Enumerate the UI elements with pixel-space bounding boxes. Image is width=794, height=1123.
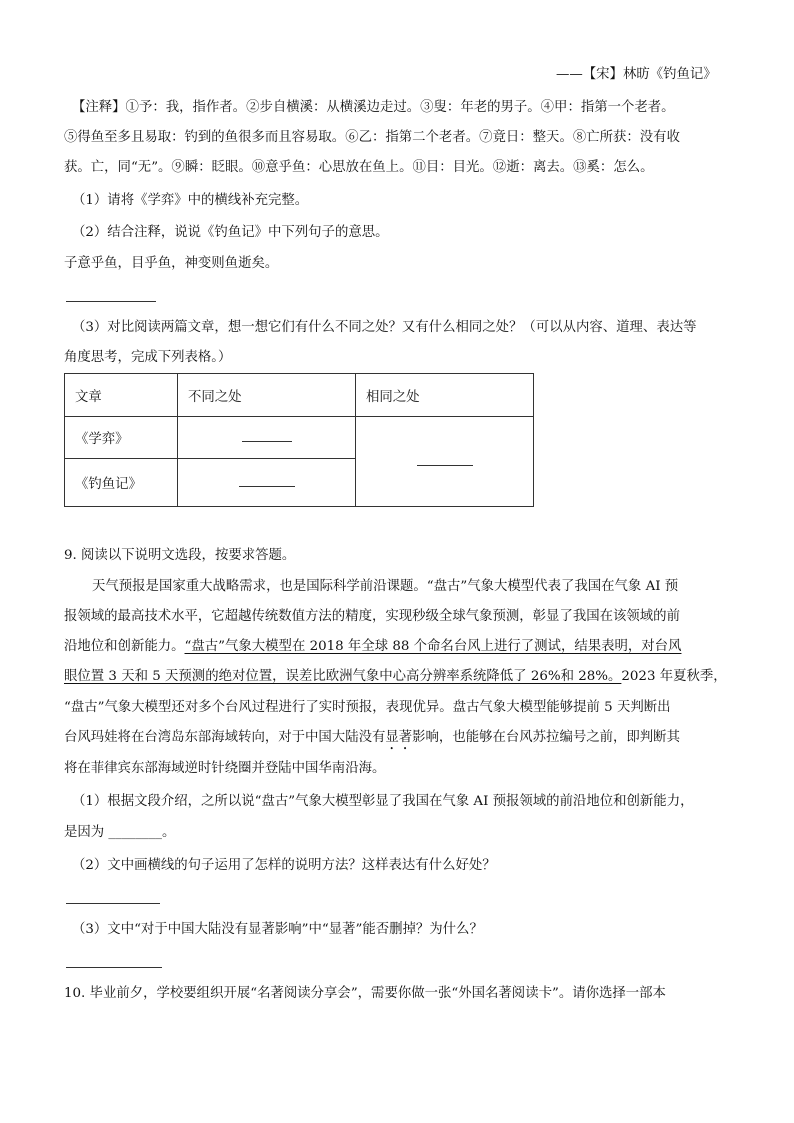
q8-sub3-line1: （3）对比阅读两篇文章，想一想它们有什么不同之处？又有什么相同之处？（可以从内容、道理、表达等 — [72, 320, 697, 335]
q9-para-line-7: 将在菲律宾东部海域逆时针绕圈并登陆中国华南沿海。 — [64, 761, 386, 776]
answer-blank-q8-2[interactable] — [66, 301, 156, 302]
q9-para-line-5: “盘古”气象大模型还对多个台风过程进行了实时预报，表现优异。盘古气象大模型能够提前 5 天判断出 — [64, 700, 671, 715]
table-row-label: 《学弈》 — [65, 417, 178, 459]
underlined-sentence-part-2: 眼位置 3 天和 5 天预测的绝对位置，误差比欧洲气象中心高分辨率系统降低了 26%和 28%。 — [64, 669, 622, 684]
q9-para-text: 台风玛娃将在台湾岛东部海域转向，对于中国大陆没有 — [64, 730, 386, 745]
notes-line-3: 获。亡，同“无”。⑨瞬：眨眼。⑩意乎鱼：心思放在鱼上。⑪目：目光。⑫逝：离去。⑬奚：怎么。 — [64, 160, 654, 175]
q9-para-line-6 — [64, 728, 680, 753]
q9-sub2: （2）文中画横线的句子运用了怎样的说明方法？这样表达有什么好处？ — [72, 858, 496, 873]
q8-sub2: （2）结合注释，说说《钓鱼记》中下列句子的意思。 — [72, 225, 389, 240]
emphasis-word: 显著 — [385, 730, 413, 745]
q9-sub1-line2: 是因为 ________。 — [64, 825, 176, 840]
table-row-label: 《钓鱼记》 — [65, 459, 178, 507]
comparison-table — [64, 373, 534, 507]
source-attribution: ——【宋】林昉《钓鱼记》 — [556, 67, 717, 82]
q10-line: 10. 毕业前夕，学校要组织开展“名著阅读分享会”，需要你做一张“外国名著阅读卡”。请你选择一部本 — [64, 986, 666, 1001]
answer-blank[interactable] — [239, 474, 295, 487]
answer-blank[interactable] — [242, 429, 292, 442]
q9-sub3: （3）文中“对于中国大陆没有显著影响”中“显著”能否删掉？为什么？ — [72, 922, 483, 937]
q9-para-text: 沿地位和创新能力。 — [64, 639, 185, 654]
q9-para-text: 影响，也能够在台风苏拉编号之前，即判断其 — [412, 730, 680, 745]
answer-blank[interactable] — [417, 453, 473, 466]
q9-sub1-line1: （1）根据文段介绍，之所以说“盘古”气象大模型彰显了我国在气象 AI 预报领域的前沿地位和创新能力， — [72, 794, 694, 809]
q8-sub1: （1）请将《学弈》中的横线补充完整。 — [72, 193, 309, 208]
table-cell-difference-1[interactable] — [178, 417, 356, 459]
q8-sub3-line2: 角度思考，完成下列表格。） — [64, 350, 232, 365]
q9-para-line-1: 天气预报是国家重大战略需求，也是国际科学前沿课题。“盘古”气象大模型代表了我国在气象 AI 预 — [92, 579, 679, 594]
q9-para-line-2: 报领域的最高技术水平，它超越传统数值方法的精度，实现秒级全球气象预测，彰显了我国在该领域的前 — [64, 609, 680, 624]
q9-para-line-4 — [64, 667, 727, 687]
table-header-difference: 不同之处 — [178, 374, 356, 417]
answer-blank-q9-2[interactable] — [66, 903, 160, 904]
table-header-article: 文章 — [65, 374, 178, 417]
table-header-similarity: 相同之处 — [356, 374, 534, 417]
q9-title: 9. 阅读以下说明文选段，按要求答题。 — [64, 548, 296, 563]
notes-line-1: 【注释】①予：我，指作者。②步自横溪：从横溪边走过。③叟：年老的男子。④甲：指第一个老者。 — [72, 100, 675, 115]
answer-blank-q9-3[interactable] — [66, 967, 162, 968]
q8-sentence: 子意乎鱼，目乎鱼，神变则鱼逝矣。 — [64, 256, 279, 271]
underlined-sentence-part-1: “盘古”气象大模型在 2018 年全球 88 个命名台风上进行了测试，结果表明，对台风 — [184, 639, 682, 654]
q9-para-text: 2023 年夏秋季， — [621, 669, 727, 684]
notes-line-2: ⑤得鱼至多且易取：钓到的鱼很多而且容易取。⑥乙：指第二个老者。⑦竟日：整天。⑧亡所获：没有收 — [64, 130, 680, 145]
table-cell-difference-2[interactable] — [178, 459, 356, 507]
q9-para-line-3 — [64, 637, 681, 657]
table-cell-similarity[interactable] — [356, 417, 534, 507]
